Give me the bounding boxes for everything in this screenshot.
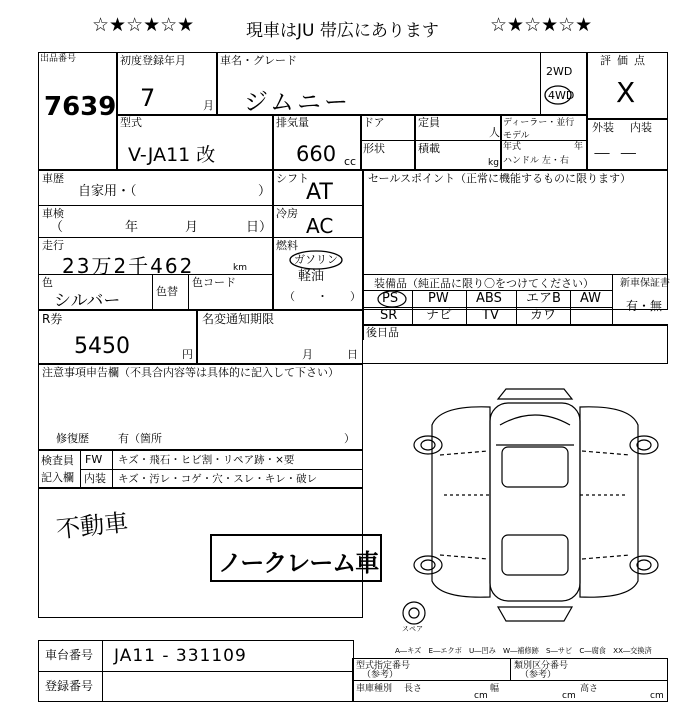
capacity-label: 定員 (418, 116, 440, 129)
lot-label: 出品番号 (40, 54, 77, 64)
history-value: 自家用・（ (78, 184, 137, 199)
equip-airbag: エアB (526, 291, 561, 306)
aircon-value: AC (306, 214, 334, 238)
history-label: 車歴 (42, 172, 64, 185)
drive-2wd: 2WD (546, 65, 573, 78)
car-name-label: 車名・グレード (220, 54, 297, 67)
category-ref: （参考） (520, 670, 557, 680)
rear-seat-label: 後日品 (366, 326, 399, 339)
header-stars-left: ☆★☆★☆★ (92, 14, 195, 36)
model-year-unit: 年 (574, 142, 584, 152)
car-name-value: ジムニー (244, 88, 352, 116)
model-label: 型式 (120, 116, 142, 129)
equip-leather: カワ (530, 308, 557, 323)
fuel-gas-circle (288, 249, 344, 271)
equip-navi: ナビ (426, 308, 453, 323)
fuel-gas: ガソリン (294, 253, 338, 266)
dealer-label: ディーラー・並行 (503, 118, 575, 128)
inspection-label: 車検 (42, 207, 64, 220)
new-warranty-label: 新車保証書 (620, 278, 670, 289)
inspector-fw-text: キズ・飛石・ヒビ割・リペア跡・×要 (118, 454, 295, 466)
mileage-unit: km (233, 263, 247, 273)
inspection-year: 年 (125, 220, 139, 235)
lot-number: 7639 (44, 92, 117, 122)
first-reg-year: 7 (140, 84, 156, 112)
interior-label: 内装 (630, 121, 652, 134)
repair-label: 修復歴 (56, 432, 89, 445)
header-stars-right: ☆★☆★☆★ (490, 14, 593, 36)
shift-label: シフト (276, 172, 309, 185)
inspector-int: 内装 (84, 472, 106, 485)
recycle-label: R券 (42, 312, 63, 326)
handle-label: ハンドル 左・右 (503, 156, 569, 166)
displacement-unit: cc (344, 155, 357, 168)
load-unit: kg (488, 158, 499, 168)
handwritten-note: 不動車 (54, 508, 130, 544)
name-change-day: 日 (347, 348, 358, 361)
color-label: 色 (42, 276, 53, 289)
mileage-label: 走行 (42, 239, 64, 252)
car-diagram (396, 385, 692, 635)
displacement-label: 排気量 (276, 116, 309, 129)
repair-value: 有（箇所 (118, 432, 162, 445)
color-value: シルバー (54, 291, 121, 311)
dims-cm-1: cm (474, 691, 488, 701)
door-label: ドア (363, 116, 385, 129)
inspection-month: 月 (185, 220, 199, 235)
inspector-int-text: キズ・汚レ・コゲ・穴・スレ・キレ・破レ (118, 473, 318, 485)
rear-seat-frame (362, 324, 668, 364)
notes-label: 注意事項申告欄（不具合内容等は具体的に記入して下さい） (42, 366, 339, 379)
spare-label: スペア (402, 625, 423, 633)
equip-pw: PW (428, 291, 449, 306)
ext-int-value: － － (592, 142, 639, 166)
equipment-label: 装備品（純正品に限り〇をつけてください） (374, 277, 594, 290)
displacement-value: 660 (296, 142, 337, 166)
fuel-light: 軽油 (298, 269, 325, 284)
name-change-month: 月 (302, 348, 313, 361)
first-reg-label: 初度登録年月 (120, 54, 186, 67)
fuel-label: 燃料 (276, 239, 298, 252)
dims-length: 長さ (404, 684, 423, 694)
header-notice: 現車はJU 帯広にあります (246, 21, 439, 41)
chassis-value: JA11 - 331109 (114, 646, 247, 666)
mileage-value: 23万2千462 (62, 254, 195, 278)
inspector-fw: FW (85, 453, 103, 466)
name-change-label: 名変通知期限 (202, 312, 275, 326)
equip-abs: ABS (476, 291, 502, 306)
color-code: 色コード (192, 276, 236, 289)
fuel-paren: （ ・ ） (284, 290, 361, 303)
dims-cm-3: cm (650, 691, 664, 701)
rating-label: 評価点 (600, 54, 651, 67)
repair-close: ） (344, 432, 355, 445)
rating-value: X (616, 76, 636, 109)
recycle-unit: 円 (182, 348, 193, 361)
model-year-label: モデル (503, 131, 530, 141)
damage-legend: A―キズ E―エクボ U―凹み W―補修跡 S―サビ C―腐食 XX―交換済 (395, 646, 652, 655)
equip-sr: SR (380, 308, 398, 323)
shift-value: AT (306, 180, 333, 205)
equip-ps: PS (382, 291, 399, 306)
reg-number-label: 登録番号 (45, 679, 94, 693)
equip-ps-circle (376, 290, 408, 308)
aircon-label: 冷房 (276, 207, 298, 220)
inspection-day: 日） (246, 220, 273, 235)
dims-width: 幅 (490, 684, 500, 694)
inspection-open: （ (50, 220, 64, 235)
stamp-text: ノークレーム車 (218, 549, 379, 577)
drive-4wd: 4WD (548, 89, 575, 102)
chassis-label: 車台番号 (45, 648, 94, 662)
dims-height: 高さ (580, 684, 599, 694)
equip-aw: AW (580, 291, 602, 306)
history-close: ） (258, 184, 272, 199)
first-reg-month-unit: 月 (203, 99, 214, 112)
sales-point-label: セールスポイント（正常に機能するものに限ります） (368, 172, 632, 185)
color-change: 色替 (156, 285, 178, 298)
load-label: 積載 (418, 142, 440, 155)
equip-tv: TV (482, 308, 499, 323)
dims-cm-2: cm (562, 691, 576, 701)
exterior-label: 外装 (592, 121, 614, 134)
inspector-label-1: 検査員 (41, 454, 74, 467)
shape-label: 形状 (363, 142, 385, 155)
new-warranty-value: 有・無 (626, 299, 663, 313)
model-year-sub: 年式 (503, 142, 522, 152)
dims-prefix: 車庫種別 (356, 684, 393, 694)
type-designation-ref: （参考） (362, 670, 399, 680)
recycle-value: 5450 (74, 334, 130, 359)
type-designation-label: 型式指定番号 (356, 661, 411, 671)
category-label: 類別区分番号 (514, 661, 569, 671)
capacity-unit: 人 (489, 126, 500, 139)
model-value: V-JA11 改 (128, 144, 216, 166)
drive-4wd-circle (543, 83, 573, 107)
inspector-label-2: 記入欄 (41, 471, 74, 484)
